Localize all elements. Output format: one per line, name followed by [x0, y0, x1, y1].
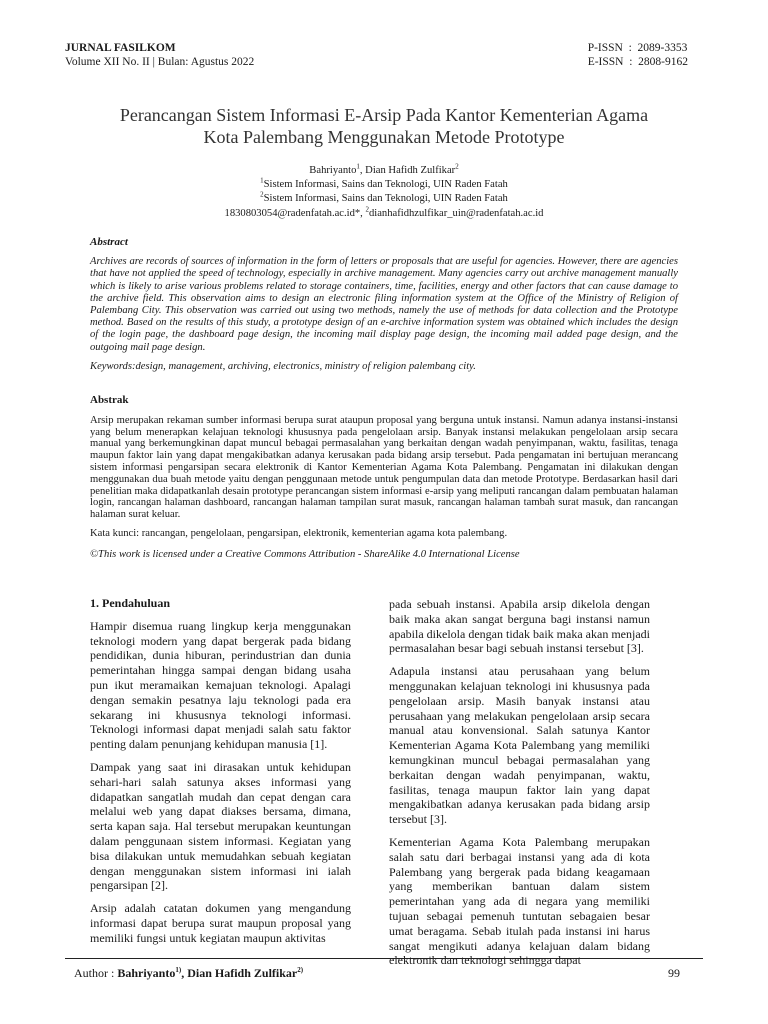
- e-issn: E-ISSN : 2808-9162: [587, 56, 688, 68]
- author-2: Dian Hafidh Zulfikar: [365, 165, 456, 176]
- p-issn: P-ISSN : 2089-3353: [587, 42, 688, 54]
- author-1-mark: 1: [356, 162, 360, 171]
- abstract-english: [90, 236, 678, 373]
- page-header: [65, 41, 688, 69]
- abstract-text: Archives are records of sources of information in the form of letters or proposals that are useful for agencies. However, there are agencies that have not applied the speed of technology, especially in archive management. Many agencies carry out archive management manually which is likely to arise various problems related to storage containers, time, facilities, energy and other factors that can cause damage to the archive field. This observation aims to design an electronic filing information system at the Office of the Ministry of Religion of Palembang City. This observation was carried out using two methods, namely the use of methods for data collection and the Prototype method. Based on the results of this study, a prototype design of an e-archive information system was obtained which includes the design of the login page, the dashboard page design, the incoming mail display page design, the incoming mail added page design, and the outgoing mail page design.: [90, 256, 678, 353]
- footer-author-2: Dian Hafidh Zulfikar: [187, 966, 298, 980]
- page-footer: [74, 965, 680, 981]
- header-right: [588, 41, 688, 69]
- abstrak-heading: Abstrak: [90, 394, 129, 406]
- email-2-mark: 2: [365, 205, 369, 214]
- affiliation-1: [80, 178, 688, 192]
- affiliation-2-text: Sistem Informasi, Sains dan Teknologi, UIN Raden Fatah: [263, 193, 508, 205]
- author-block: [80, 164, 688, 221]
- affiliation-2-mark: 2: [260, 190, 264, 199]
- email-1: 1830803054@radenfatah.ac.id*,: [224, 207, 366, 219]
- author-separator: ,: [359, 165, 366, 176]
- affiliation-2: [80, 192, 688, 206]
- footer-author-separator: ,: [181, 966, 188, 980]
- paragraph: Kementerian Agama Kota Palembang merupakan salah satu dari berbagai instansi yang ada di kota Palembang yang bergerak pada bidang keagamaan yang memberikan bantuan dalam sistem pemerintahan yang ada di negara yang memiliki tujuan sebagai pemenuh tuntutan sebagaien besar umat beragama. Sebab itulah pada instansi ini harus sangat mengikuti adanya kelajuan dalam bidang elektronik dan teknologi sehingga dapat: [389, 834, 650, 968]
- author-emails: [80, 207, 688, 221]
- keywords: Keywords:design, management, archiving, electronics, ministry of religion palembang city.: [90, 360, 476, 372]
- paragraph: pada sebuah instansi. Apabila arsip dikelola dengan baik maka akan sangat berguna bagi instansi namun apabila dikelola dengan tidak baik maka akan menjadi permasalahan besar bagi sebuah instansi tersebut [3].: [389, 597, 650, 656]
- author-names: [80, 164, 688, 178]
- header-left: [65, 41, 254, 69]
- abstract-heading: Abstract: [90, 236, 128, 248]
- title-line-1: Perancangan Sistem Informasi E-Arsip Pada Kantor Kementerian Agama: [119, 105, 649, 125]
- footer-author-1-mark: 1): [175, 966, 182, 974]
- page-number: 99: [668, 966, 680, 980]
- license-notice: ©This work is licensed under a Creative Commons Attribution - ShareAlike 4.0 International License: [90, 548, 520, 560]
- paragraph: Hampir disemua ruang lingkup kerja menggunakan teknologi modern yang dapat bergerak pada bidang pendidikan, dunia hiburan, perindustrian dan dunia pemerintahan hingga sampai dengan bidang usaha pun ikut meramaikan kemajuan teknologi. Apalagi dengan semakin pesatnya laju teknologi pada era sekarang ini khususnya teknologi informasi. Teknologi informasi dapat menjadi salah satu faktor penting dalam penunjang kehidupan manusia [1].: [90, 618, 351, 752]
- abstrak-text: Arsip merupakan rekaman sumber informasi berupa surat ataupun proposal yang berguna untuk instansi. Namun adanya instansi-instansi yang belum menerapkan kelajuan teknologi khususnya pada pengelolaan arsip. Banyak instansi melakukan pengelolaan arsip secara manual yang berkemungkinan dapat muncul bebagai permasalahan yang berkaitan dengan wadah penyimpanan, waktu, fasilitas, tenaga maupun faktor lain yang dapat mengakibatkan adanya kerusakan pada bidang arsip tersebut. Pada pengamatan ini bertujuan merancang sistem informasi pengarsipan secara elektronik di Kantor Kementerian Agama Kota Palembang. Pengamatan ini dilakukan dengan menggunakan dua buah metode yaitu dengan penggunaan metode untuk pengumpulan data dan metode Prototype. Berdasarkan hasil dari penelitian maka didapatkanlah desain prototype perancangan sistem informasi e-arsip yang meliputi rancangan dalam pembuatan halaman login, rancangan halaman dashboard, rancangan halaman tampilan surat masuk, rancangan halaman tambah surat masuk, dan rancangan halaman surat keluar.: [90, 414, 678, 521]
- paragraph: Arsip adalah catatan dokumen yang mengandung informasi dapat berupa surat maupun proposal yang memiliki fungsi untuk kegiatan maupun aktivitas: [90, 901, 351, 945]
- kata-kunci: Kata kunci: rancangan, pengelolaan, pengarsipan, elektronik, kementerian agama kota palembang.: [90, 527, 508, 539]
- footer-author-label: Author :: [74, 966, 118, 980]
- paragraph: Adapula instansi atau perusahaan yang belum menggunakan kelajuan teknologi ini khususnya pada pengelolaan arsip. Masih banyak instansi atau perusahaan yang melakukan pengelolaan arsip secara manual atau konvensional. Salah satunya Kantor Kementerian Agama Kota Palembang yang memiliki kemungkinan muncul bebagai permasalahan yang berkaitan dengan wadah penyimpanan, waktu, fasilitas, tenaga maupun faktor lain yang dapat mengakibatkan adanya kerusakan pada bidang arsip tersebut [3].: [389, 664, 650, 827]
- paper-title: [70, 104, 698, 148]
- journal-volume: Volume XII No. II | Bulan: Agustus 2022: [65, 56, 255, 68]
- body-column-right: [389, 597, 650, 976]
- section-heading: 1. Pendahuluan: [90, 596, 171, 610]
- footer-author-1: Bahriyanto: [117, 966, 176, 980]
- author-1: Bahriyanto: [309, 165, 357, 176]
- affiliation-1-text: Sistem Informasi, Sains dan Teknologi, UIN Raden Fatah: [263, 179, 508, 191]
- author-2-mark: 2: [455, 162, 459, 171]
- footer-author-2-mark: 2): [297, 966, 304, 974]
- footer-authors: [74, 965, 303, 981]
- affiliation-1-mark: 1: [260, 176, 264, 185]
- paragraph: Dampak yang saat ini dirasakan untuk kehidupan sehari-hari salah satunya akses informasi yang didapatkan sangatlah mudah dan cepat dengan cara melalui web yang dapat diakses bersama, dimana, serta kapan saja. Hal tersebut merupakan keuntungan dalam penggunaan sistem informasi. Kegiatan yang bisa dilakukan untuk memudahkan sebuah kegiatan dengan menggunakan sistem informasi ini ialah pengarsipan [2].: [90, 759, 351, 893]
- abstract-indonesian: [90, 395, 678, 561]
- footer-divider: [65, 958, 703, 959]
- journal-name: JURNAL FASILKOM: [65, 42, 176, 54]
- title-line-2: Kota Palembang Menggunakan Metode Prototype: [203, 127, 565, 147]
- body-column-left: [90, 596, 351, 954]
- email-2: dianhafidhzulfikar_uin@radenfatah.ac.id: [368, 207, 544, 219]
